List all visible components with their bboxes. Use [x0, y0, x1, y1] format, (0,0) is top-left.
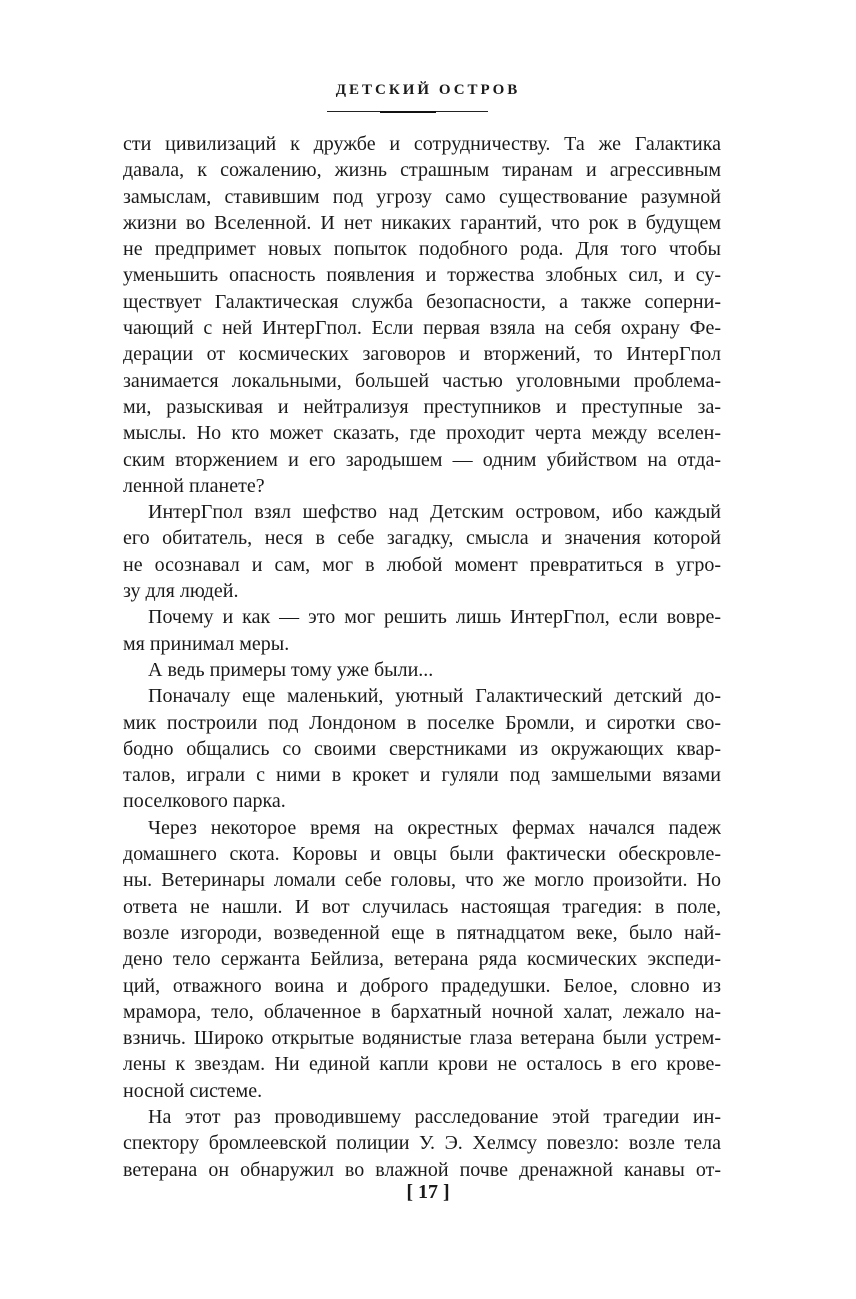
header-rule-accent [380, 111, 436, 113]
text-line: А ведь примеры тому уже были... [148, 658, 434, 681]
text-line: ны. Ветеринары ломали себе головы, что же могло произойти. Но [123, 869, 721, 892]
text-line: На этот раз проводившему расследование этой трагедии ин- [148, 1105, 721, 1128]
text-line: не осознавал и сам, мог в любой момент превратиться в угро- [123, 553, 721, 576]
running-header: ДЕТСКИЙ ОСТРОВ [335, 82, 521, 98]
text-line: ществует Галактическая служба безопасности, а также соперни- [123, 290, 721, 313]
text-line: домашнего скота. Коровы и овцы были фактически обескровле- [123, 843, 721, 866]
text-line: мыслы. Но кто может сказать, где проходит черта между вселен- [123, 422, 721, 445]
text-line: дерации от космических заговоров и вторжений, то ИнтерГпол [123, 343, 721, 366]
text-line: сти цивилизаций к дружбе и сотрудничеству. Та же Галактика [123, 133, 721, 155]
text-line: занимается локальными, большей частью уголовными проблема- [123, 369, 721, 392]
text-line: ИнтерГпол взял шефство над Детским островом, ибо каждый [148, 501, 721, 524]
text-line: ций, отважного воина и доброго прадедушки. Белое, словно из [123, 974, 721, 997]
text-line: ским вторжением и его зародышем — одним убийством на отда- [123, 448, 721, 471]
text-line: носной системе. [123, 1079, 263, 1102]
text-line: Поначалу еще маленький, уютный Галактический детский до- [148, 685, 721, 708]
text-line: уменьшить опасность появления и торжества злобных сил, и су- [123, 264, 721, 287]
text-line: мик построили под Лондоном в поселке Бромли, и сиротки сво- [123, 711, 721, 734]
text-line: не предпримет новых попыток подобного рода. Для того чтобы [123, 238, 721, 261]
text-line: возле изгороди, возведенной еще в пятнадцатом веке, было най- [123, 921, 721, 944]
text-line: мя принимал меры. [123, 632, 290, 655]
text-line: ленной планете? [123, 474, 265, 497]
body-text [123, 131, 721, 1183]
text-line: дено тело сержанта Бейлиза, ветерана ряда космических экспеди- [123, 948, 721, 971]
text-line: талов, играли с ними в крокет и гуляли под замшелыми вязами [123, 764, 721, 787]
text-line: чающий с ней ИнтерГпол. Если первая взяла на себя охрану Фе- [123, 317, 721, 340]
text-line: его обитатель, неся в себе загадку, смысла и значения которой [123, 527, 721, 550]
text-line: поселкового парка. [123, 790, 286, 813]
text-line: взничь. Широко открытые водянистые глаза ветерана были устрем- [123, 1027, 721, 1050]
text-line: мрамора, тело, облаченное в бархатный ночной халат, лежало на- [123, 1000, 721, 1023]
page-number: [ 17 ] [406, 1181, 450, 1203]
text-line: жизни во Вселенной. И нет никаких гарантий, что рок в будущем [123, 211, 721, 234]
text-line: бодно общались со своими сверстниками из окружающих квар- [123, 737, 721, 760]
text-line: замыслам, ставившим под угрозу само существование разумной [123, 185, 721, 208]
text-line: ветерана он обнаружил во влажной почве дренажной канавы от- [123, 1158, 721, 1181]
text-line: Через некоторое время на окрестных фермах начался падеж [148, 816, 721, 839]
text-line: лены к звездам. Ни единой капли крови не осталось в его крове- [123, 1053, 721, 1076]
text-line: ми, разыскивая и нейтрализуя преступников и преступные за- [123, 395, 721, 418]
text-line: спектору бромлеевской полиции У. Э. Хелмсу повезло: возле тела [123, 1132, 721, 1155]
text-line: зу для людей. [123, 580, 239, 603]
text-line: ответа не нашли. И вот случилась настоящая трагедия: в поле, [123, 895, 721, 918]
text-line: давала, к сожалению, жизнь страшным тиранам и агрессивным [123, 159, 721, 182]
text-line: Почему и как — это мог решить лишь ИнтерГпол, если вовре- [148, 606, 721, 629]
